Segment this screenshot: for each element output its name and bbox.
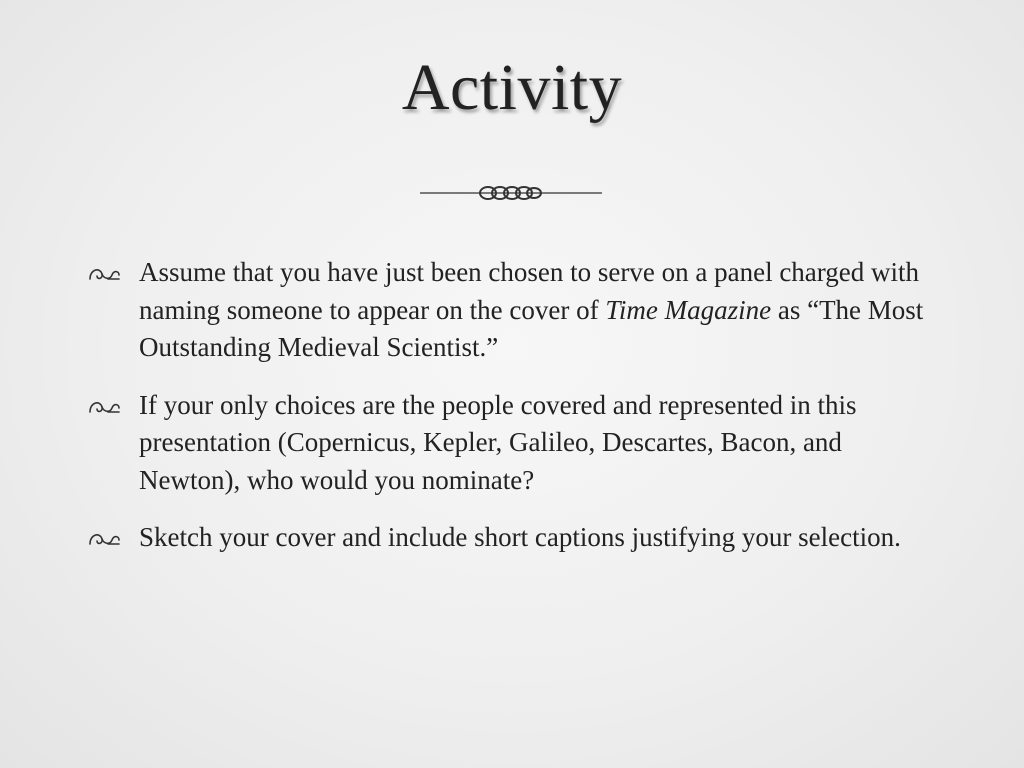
curl-bullet-icon [88, 398, 120, 416]
slide-title: Activity [401, 51, 623, 124]
bullet-text: Sketch your cover and include short captions justifying your selection. [139, 522, 901, 552]
bullet-text: Assume that you have just been chosen to serve on a panel charged with naming someone to appear on the cover of Time Magazine as “The Most Outstanding Medieval Scientist.” [139, 257, 924, 362]
bullet-text: If your only choices are the people covered and represented in this presentation (Copernicus, Kepler, Galileo, Descartes, Bacon, and Newton), who would you nominate? [139, 389, 857, 495]
curl-bullet-icon [88, 265, 120, 283]
bullet-item [88, 387, 948, 500]
bullet-item [88, 254, 948, 367]
bullet-list [88, 254, 948, 577]
flourish-divider-icon [420, 180, 602, 208]
bullet-item [88, 519, 948, 557]
curl-bullet-icon [88, 530, 120, 548]
